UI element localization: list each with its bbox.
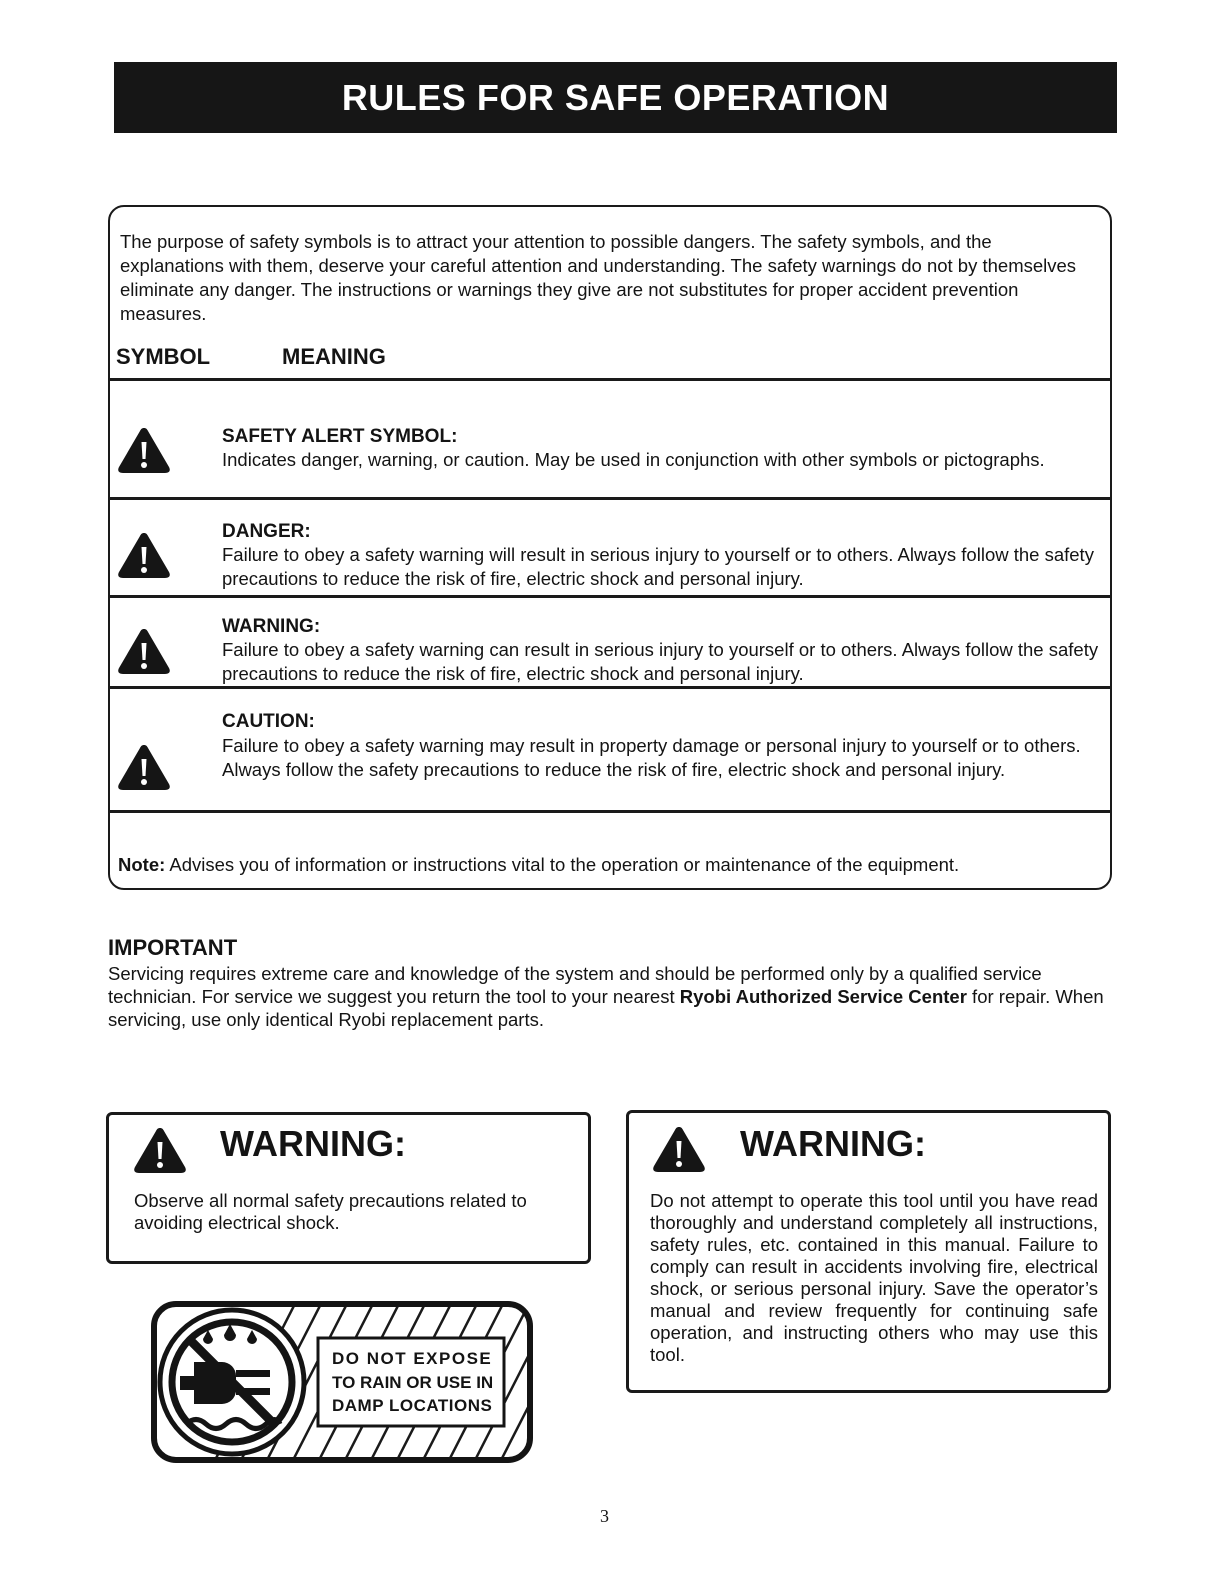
note-label: Note:: [118, 854, 166, 875]
safety-alert-title: SAFETY ALERT SYMBOL:: [222, 426, 458, 447]
sign-line-2: TO RAIN OR USE IN: [332, 1373, 494, 1392]
danger-text: Failure to obey a safety warning will result in serious injury to yourself or to others. Always follow the safety precautions to reduce the risk of fire, electric shock and personal injury.: [222, 544, 1094, 589]
page-number: 3: [600, 1506, 609, 1526]
warning-left-text: Observe all normal safety precautions related to avoiding electrical shock.: [134, 1190, 527, 1233]
caution-alert-icon: [116, 742, 172, 792]
symbols-intro-text: The purpose of safety symbols is to attract your attention to possible dangers. The safety symbols, and the explanations with them, deserve your careful attention and understanding. The safety warnings do not by themselves eliminate any danger. The instructions or warnings they give are not substitutes for proper accident prevention measures.: [120, 231, 1077, 324]
important-text-part2: for repair. When servicing, use only identical Ryobi replacement parts.: [108, 986, 1104, 1030]
warning-title: WARNING:: [222, 616, 321, 637]
important-text: [108, 962, 1118, 1031]
divider: [109, 686, 1112, 689]
divider: [109, 497, 1112, 500]
meaning-column-header: MEANING: [282, 344, 386, 369]
sign-line-1: DO NOT EXPOSE: [332, 1349, 493, 1368]
danger-alert-icon: [116, 530, 172, 580]
page-title: RULES FOR SAFE OPERATION: [341, 76, 890, 118]
warning-left-title: WARNING:: [220, 1123, 406, 1164]
note-text: Advises you of information or instructions vital to the operation or maintenance of the equipment.: [165, 854, 960, 875]
important-heading: IMPORTANT: [108, 935, 238, 960]
safety-alert-icon: [116, 425, 172, 475]
do-not-expose-rain-sign: [150, 1300, 534, 1464]
note-line: [118, 854, 959, 876]
warning-alert-icon: [116, 626, 172, 676]
sign-line-3: DAMP LOCATIONS: [332, 1396, 493, 1415]
divider: [109, 810, 1112, 813]
service-center-name: Ryobi Authorized Service Center: [679, 986, 967, 1007]
warning-right-alert-icon: [651, 1124, 707, 1174]
danger-title: DANGER:: [222, 521, 311, 542]
important-text-part1: Servicing requires extreme care and knowledge of the system and should be performed only by a qualified service technician. For service we suggest you return the tool to your nearest: [108, 963, 1042, 1007]
divider: [109, 378, 1112, 381]
warning-left-alert-icon: [132, 1125, 188, 1175]
safety-alert-text: Indicates danger, warning, or caution. May be used in conjunction with other symbols or pictographs.: [222, 449, 1045, 470]
symbol-column-header: SYMBOL: [116, 344, 211, 369]
warning-text: Failure to obey a safety warning can result in serious injury to yourself or to others. Always follow the safety precautions to reduce the risk of fire, electric shock and personal injury.: [222, 639, 1099, 684]
warning-right-text: Do not attempt to operate this tool until you have read thoroughly and understand completely all instructions, safety rules, etc. contained in this manual. Failure to comply can result in accidents involving fire, electrical shock, or serious personal injury. Save the operator’s manual and review frequently for continuing safe operation, and instructing others who may use this tool.: [650, 1190, 1098, 1365]
page-title-bar: [114, 62, 1117, 133]
warning-right-title: WARNING:: [740, 1123, 926, 1164]
caution-title: CAUTION:: [222, 711, 315, 732]
caution-text: Failure to obey a safety warning may result in property damage or personal injury to yourself or to others. Always follow the safety precautions to reduce the risk of fire, electric shock and personal injury.: [222, 735, 1081, 780]
divider: [109, 595, 1112, 598]
